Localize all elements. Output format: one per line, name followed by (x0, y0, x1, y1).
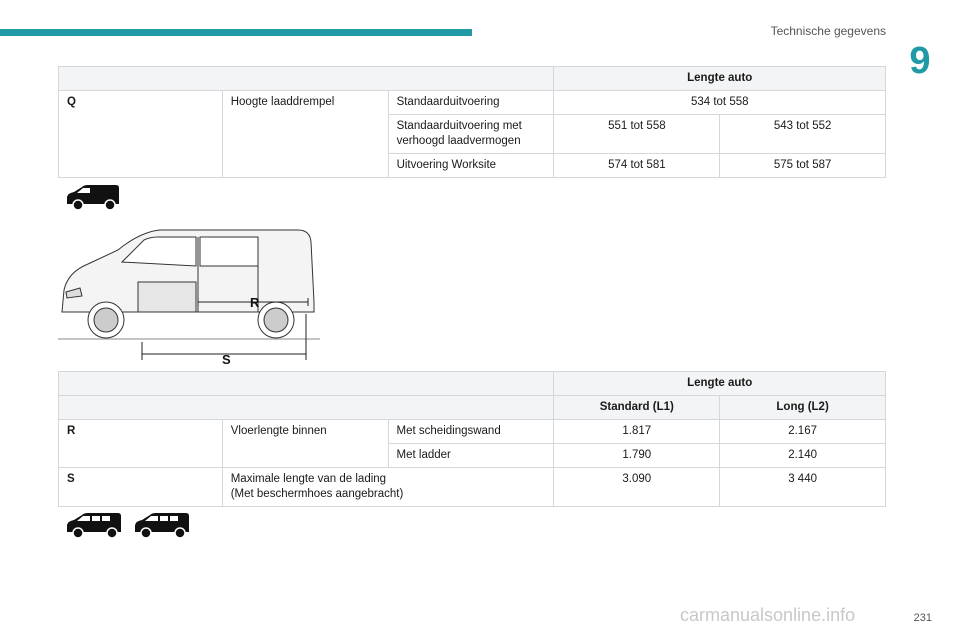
chapter-number: 9 (909, 40, 931, 82)
value-cell: 551 tot 558 (554, 115, 720, 154)
load-length-table (58, 371, 886, 507)
value-cell: 2.140 (720, 444, 886, 468)
value-cell: 574 tot 581 (554, 154, 720, 178)
row-label (222, 468, 554, 507)
passenger-van-icon (132, 512, 192, 540)
value-cell: 1.817 (554, 420, 720, 444)
passenger-van-icon (64, 512, 124, 540)
table-header: Lengte auto (554, 67, 886, 91)
row-code: Q (59, 91, 223, 178)
row-label: Hoogte laaddrempel (222, 91, 388, 178)
label-line: (Met beschermhoes aangebracht) (230, 488, 404, 500)
page-number: 231 (913, 612, 932, 624)
dimension-label-s: S (222, 352, 231, 367)
value-cell: 575 tot 587 (720, 154, 886, 178)
variant-cell: Met ladder (388, 444, 554, 468)
label-line: Maximale lengte van de lading (230, 473, 387, 485)
value-cell: 2.167 (720, 420, 886, 444)
variant-cell: Uitvoering Worksite (388, 154, 554, 178)
row-label: Vloerlengte binnen (222, 420, 388, 468)
value-cell: 543 tot 552 (720, 115, 886, 154)
subheader-empty (59, 396, 554, 420)
value-cell: 534 tot 558 (554, 91, 886, 115)
row-code: S (59, 468, 223, 507)
table-header: Lengte auto (554, 372, 886, 396)
value-cell: 3.090 (554, 468, 720, 507)
row-code: R (59, 420, 223, 468)
column-header-l2: Long (L2) (720, 396, 886, 420)
column-header-l1: Standard (L1) (554, 396, 720, 420)
variant-cell: Standaarduitvoering (388, 91, 554, 115)
vehicle-dimension-diagram (58, 212, 328, 367)
variant-line: verhoogd laadvermogen (396, 135, 521, 147)
variant-cell (388, 115, 554, 154)
section-title: Technische gegevens (770, 24, 886, 38)
table-header-empty (59, 372, 554, 396)
van-icon (64, 184, 122, 212)
value-cell: 3 440 (720, 468, 886, 507)
loading-sill-height-table (58, 66, 886, 178)
variant-cell: Met scheidingswand (388, 420, 554, 444)
value-cell: 1.790 (554, 444, 720, 468)
watermark: carmanualsonline.info (680, 605, 856, 625)
header-accent-bar (0, 29, 472, 36)
dimension-label-r: R (250, 295, 260, 310)
variant-line: Standaarduitvoering met (396, 120, 522, 132)
table-header-empty (59, 67, 554, 91)
